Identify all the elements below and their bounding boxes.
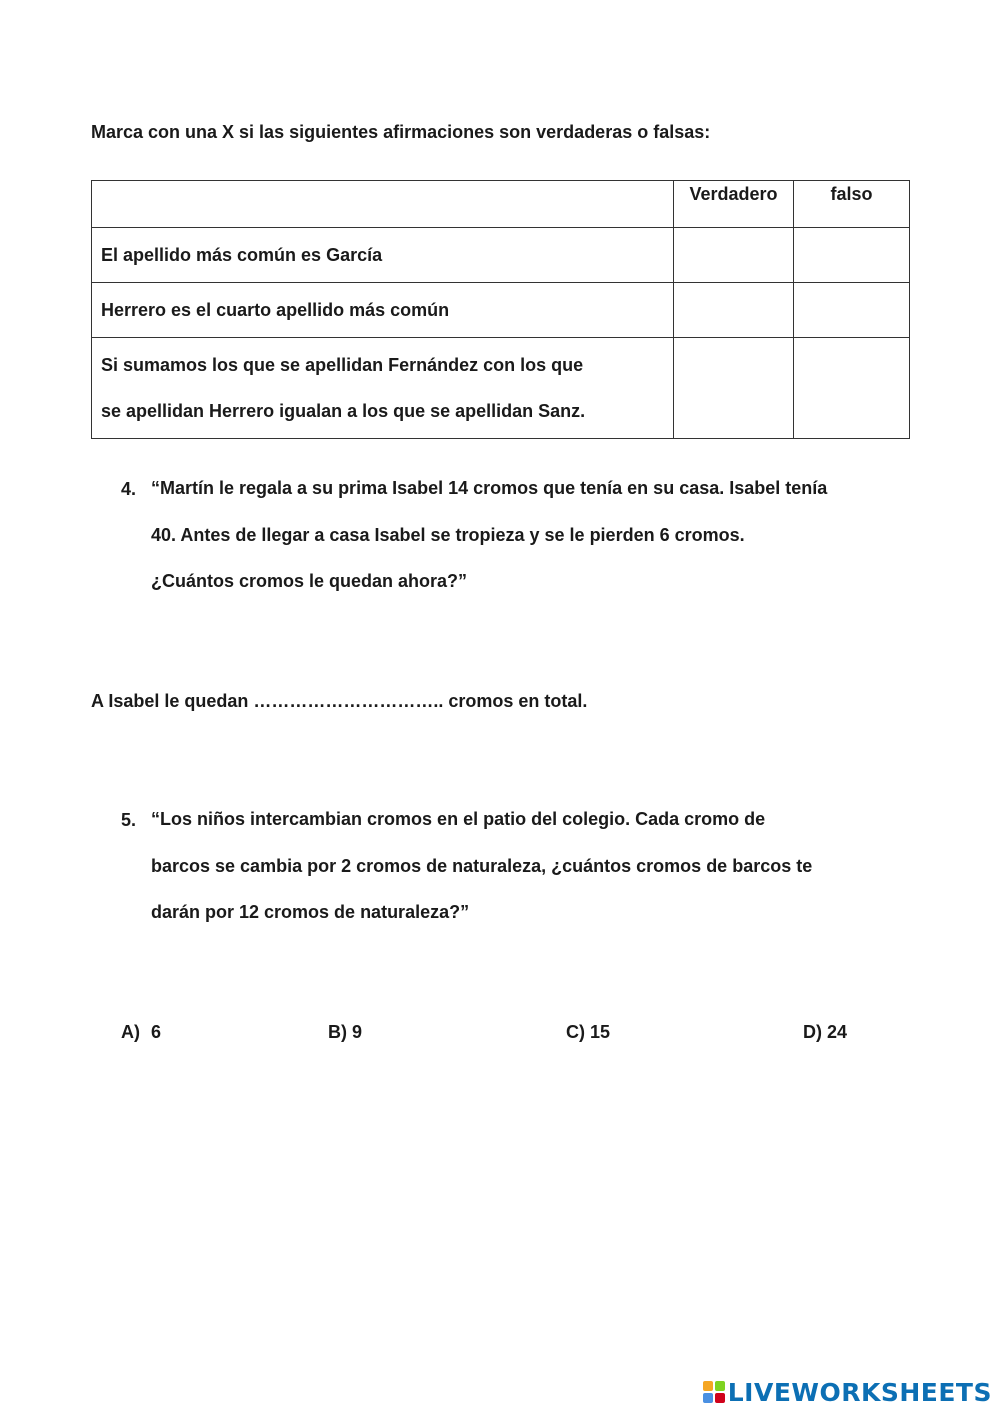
option-c-letter: C) — [566, 1022, 585, 1042]
liveworksheets-logo — [703, 1379, 992, 1405]
option-a-letter: A) — [121, 1022, 140, 1042]
option-b-letter: B) — [328, 1022, 347, 1042]
question-5-text — [151, 796, 812, 936]
option-a[interactable] — [121, 1022, 161, 1043]
option-d[interactable] — [803, 1022, 847, 1043]
false-answer-cell[interactable] — [794, 283, 910, 338]
true-answer-cell[interactable] — [674, 228, 794, 283]
table-row — [92, 283, 910, 338]
table-header-row — [92, 181, 910, 228]
header-statement — [92, 181, 674, 228]
header-true: Verdadero — [674, 181, 794, 228]
false-answer-cell[interactable] — [794, 228, 910, 283]
true-answer-cell[interactable] — [674, 283, 794, 338]
option-b[interactable] — [328, 1022, 362, 1043]
question-5-line-2: barcos se cambia por 2 cromos de naturaleza, ¿cuántos cromos de barcos te — [151, 855, 813, 876]
true-false-table — [91, 180, 910, 439]
statement-text-line-1: Si sumamos los que se apellidan Fernández con los que — [101, 355, 584, 375]
option-d-letter: D) — [803, 1022, 822, 1042]
true-answer-cell[interactable] — [674, 338, 794, 439]
option-a-value: 6 — [151, 1022, 162, 1042]
statement-text: Herrero es el cuarto apellido más común — [101, 300, 450, 320]
instruction-text: Marca con una X si las siguientes afirmaciones son verdaderas o falsas: — [91, 122, 711, 142]
option-b-value: 9 — [352, 1022, 363, 1042]
question-4-number: 4. — [121, 479, 137, 499]
statement-cell — [92, 338, 674, 439]
question-4-line-3: ¿Cuántos cromos le quedan ahora?” — [151, 571, 468, 591]
option-d-value: 24 — [827, 1022, 848, 1042]
false-answer-cell[interactable] — [794, 338, 910, 439]
question-5-line-3: darán por 12 cromos de naturaleza?” — [151, 902, 470, 922]
statement-cell — [92, 283, 674, 338]
statement-text: El apellido más común es García — [101, 245, 383, 265]
question-5-number: 5. — [121, 810, 137, 830]
question-5-line-1: “Los niños intercambian cromos en el patio del colegio. Cada cromo de — [151, 809, 766, 829]
header-false: falso — [794, 181, 910, 228]
statement-text-line-2: se apellidan Herrero igualan a los que se apellidan Sanz. — [101, 401, 586, 421]
option-c[interactable] — [566, 1022, 610, 1043]
question-4-text — [151, 465, 827, 605]
statement-cell — [92, 228, 674, 283]
logo-text: LIVEWORKSHEETS — [727, 1377, 992, 1407]
option-c-value: 15 — [590, 1022, 611, 1042]
question-4-answer-line[interactable]: A Isabel le quedan ………………………….. cromos en total. — [91, 691, 588, 711]
question-4-line-1: “Martín le regala a su prima Isabel 14 cromos que tenía en su casa. Isabel tenía — [151, 478, 828, 498]
table-row — [92, 228, 910, 283]
question-4-line-2: 40. Antes de llegar a casa Isabel se tropieza y se le pierden 6 cromos. — [151, 524, 745, 545]
table-row — [92, 338, 910, 439]
logo-mark-icon — [703, 1381, 725, 1403]
